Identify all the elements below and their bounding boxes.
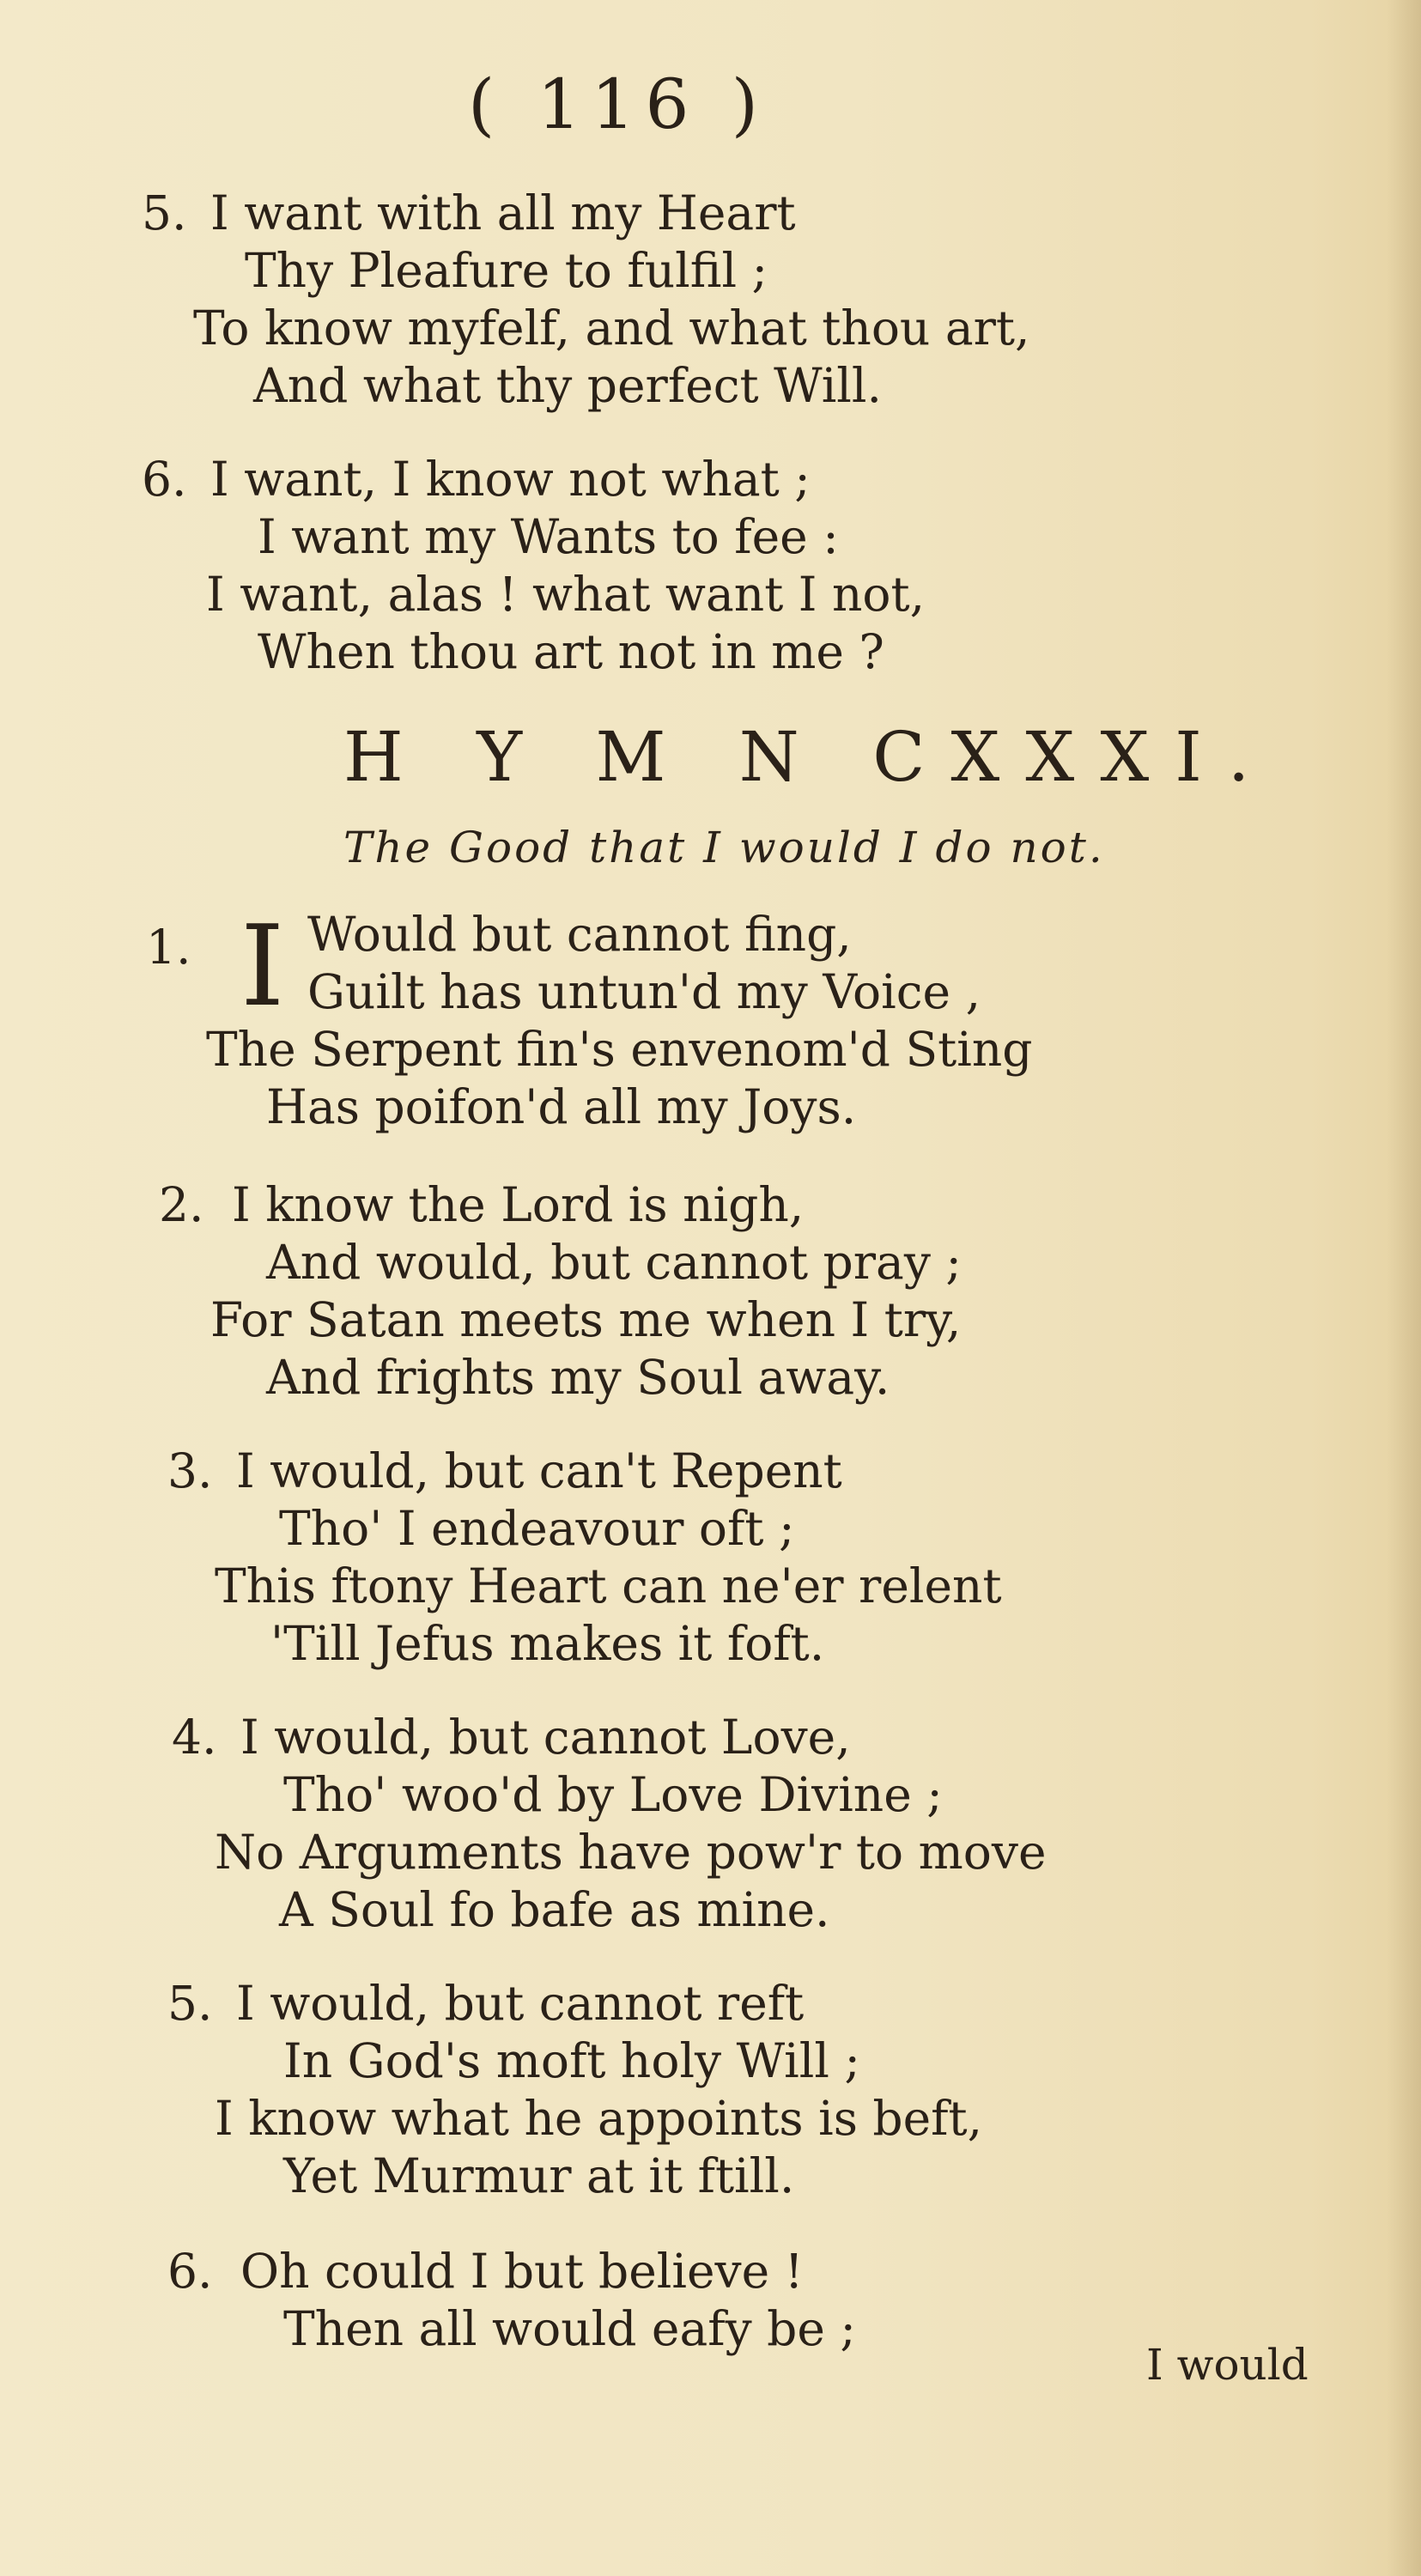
verse-line: And what thy perfect Will. [253, 358, 882, 413]
stanza-number: 4. [172, 1710, 217, 1765]
verse-line: In God's moft holy Will ; [283, 2033, 860, 2088]
verse-line: Has poifon'd all my Joys. [266, 1079, 857, 1134]
verse-line: And frights my Soul away. [266, 1350, 890, 1405]
verse-line: Guilt has untun'd my Voice , [307, 964, 981, 1019]
stanza-number: 6. [142, 452, 187, 507]
verse-line: I want my Wants to fee : [258, 509, 839, 564]
stanza-number: 1. [146, 920, 191, 975]
verse-line: This ftony Heart can ne'er relent [215, 1558, 1002, 1613]
page-number: ( 116 ) [468, 64, 768, 144]
verse-line: No Arguments have pow'r to move [215, 1825, 1047, 1880]
verse-line: I want, I know not what ; [210, 452, 811, 507]
verse-line: I would, but cannot Love, [240, 1710, 851, 1765]
stanza-number: 5. [167, 1976, 213, 2031]
verse-line: I know what he appoints is beft, [215, 2091, 983, 2146]
verse-line: Thy Pleafure to fulfil ; [245, 243, 768, 298]
verse-line: Yet Murmur at it ftill. [283, 2148, 795, 2203]
verse-line: I know the Lord is nigh, [232, 1177, 805, 1232]
stanza-number: 2. [159, 1177, 204, 1232]
verse-line: I would, but cannot reft [236, 1976, 805, 2031]
verse-line: I would, but can't Repent [236, 1443, 842, 1498]
verse-line: 'Till Jefus makes it foft. [270, 1616, 825, 1671]
stanza-number: 5. [142, 185, 187, 240]
drop-cap: I [240, 901, 285, 1031]
stanza-number: 6. [167, 2244, 213, 2299]
verse-line: Tho' woo'd by Love Divine ; [283, 1767, 943, 1822]
stanza-number: 3. [167, 1443, 213, 1498]
verse-line: I want with all my Heart [210, 185, 796, 240]
verse-line: And would, but cannot pray ; [266, 1235, 962, 1290]
verse-line: Tho' I endeavour oft ; [279, 1501, 795, 1556]
catchword: I would [1146, 2340, 1309, 2390]
verse-line: I want, alas ! what want I not, [206, 567, 926, 622]
verse-line: When thou art not in me ? [258, 624, 884, 679]
page-edge-shadow [1387, 0, 1421, 2576]
hymn-title: H Y M N CXXXI. [343, 717, 1276, 797]
verse-line: Oh could I but believe ! [240, 2244, 804, 2299]
verse-line: The Serpent fin's envenom'd Sting [206, 1022, 1033, 1077]
verse-line: For Satan meets me when I try, [210, 1292, 962, 1347]
verse-line: Then all would eafy be ; [283, 2301, 856, 2356]
verse-line: A Soul fo bafe as mine. [279, 1882, 830, 1937]
verse-line: To know myfelf, and what thou art, [193, 301, 1030, 355]
verse-line: Would but cannot fing, [307, 907, 852, 962]
hymn-subtitle: The Good that I would I do not. [343, 823, 1105, 872]
